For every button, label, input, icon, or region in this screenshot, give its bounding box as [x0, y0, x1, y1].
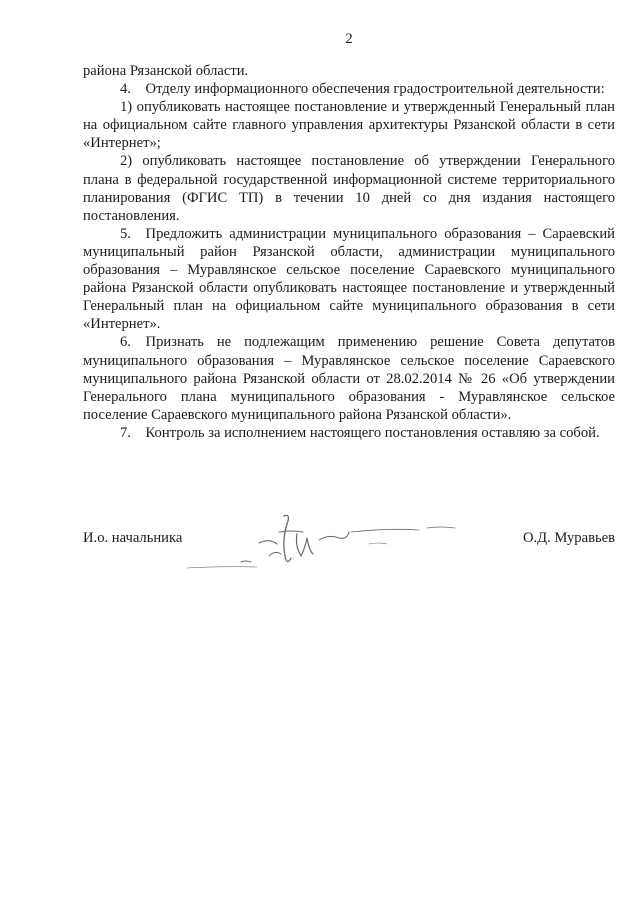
signature-block — [83, 524, 615, 584]
document-body — [83, 62, 615, 442]
paragraph-item-4-2: 2) опубликовать настоящее постановление об утверждении Генерального плана в федеральной государственной информационной системе территориального планирования (ФГИС ТП) в течении 10 дней со дня издания настоящего постановления. — [83, 153, 615, 224]
handwritten-signature — [179, 510, 499, 576]
signatory-name: О.Д. Муравьев — [522, 530, 615, 546]
paragraph-item-7: 7. Контроль за исполнением настоящего постановления оставляю за собой. — [120, 424, 600, 441]
paragraph-continuation: района Рязанской области. — [83, 63, 249, 79]
paragraph-item-6: 6. Признать не подлежащим применению решение Совета депутатов муниципального образования – Муравлянское сельское поселение Сараевского муниципального района Рязанской области от 28.02.2014 № 26 «Об утверждении Генерального плана муниципального образования - Муравлянское сельское поселение Сараевского муниципального района Рязанской области». — [83, 334, 615, 423]
signatory-title: И.о. начальника — [83, 530, 183, 546]
paragraph-item-4: 4. Отделу информационного обеспечения градостроительной деятельности: — [120, 81, 605, 98]
paragraph-item-5: 5. Предложить администрации муниципального образования – Сараевский муниципальный район Рязанской области, администрации муниципального образования – Муравлянское сельское поселение Сараевского муниципального района Рязанской области опубликовать настоящее постановление и утвержденный Генеральный план на официальном сайте муниципального образования в сети «Интернет». — [83, 225, 615, 333]
paragraph-item-4-1: 1) опубликовать настоящее постановление и утвержденный Генеральный план на официальном сайте главного управления архитектуры Рязанской области в сети «Интернет»; — [83, 99, 615, 152]
page-number: 2 — [345, 31, 353, 47]
